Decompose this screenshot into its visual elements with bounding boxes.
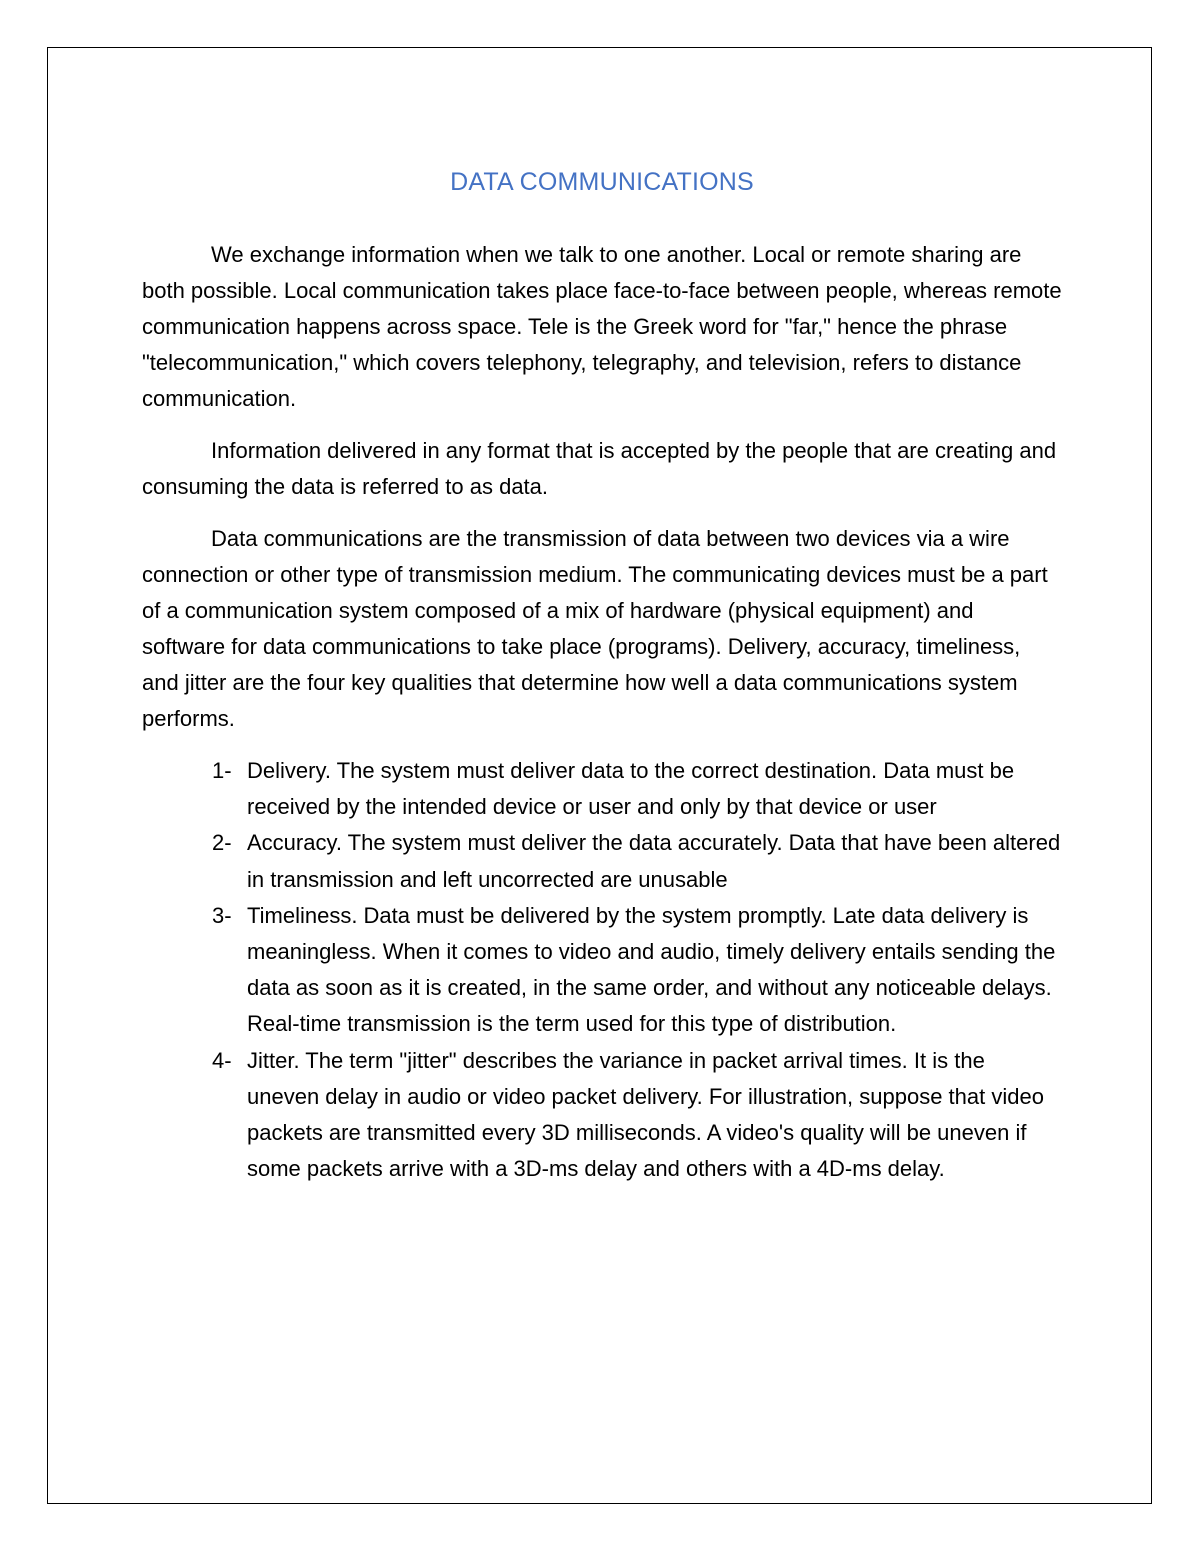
paragraph-data-definition: Information delivered in any format that is accepted by the people that are creating and consuming the data is referred to as data.: [142, 438, 1057, 499]
list-item-delivery: [142, 753, 1062, 825]
paragraph-intro: We exchange information when we talk to one another. Local or remote sharing are both possible. Local communication takes place face-to-face between people, whereas remote communication happens across space. Tele is the Greek word for "far," hence the phrase "telecommunication," which covers telephony, telegraphy, and television, refers to distance communication.: [142, 242, 1062, 411]
document-title: DATA COMMUNICATIONS: [450, 168, 754, 196]
list-item-text: Delivery. The system must deliver data to the correct destination. Data must be received by the intended device or user and only by that device or user: [247, 758, 1015, 820]
list-marker: 1-: [212, 758, 232, 783]
list-item-text: Timeliness. Data must be delivered by the system promptly. Late data delivery is meaningless. When it comes to video and audio, timely delivery entails sending the data as soon as it is created, in the same order, and without any noticeable delays. Real-time transmission is the term used for this type of distribution.: [247, 902, 1056, 1037]
document-body: [142, 168, 1062, 1187]
list-item-timeliness: [142, 898, 1062, 1043]
list-item-jitter: [142, 1043, 1062, 1188]
paragraph-data-communications: Data communications are the transmission of data between two devices via a wire connection or other type of transmission medium. The communicating devices must be a part of a communication system composed of a mix of hardware (physical equipment) and software for data communications to take place (programs). Delivery, accuracy, timeliness, and jitter are the four key qualities that determine how well a data communications system performs.: [142, 526, 1048, 731]
list-item-accuracy: [142, 825, 1062, 897]
list-marker: 3-: [212, 902, 232, 928]
list-marker: 4-: [212, 1047, 232, 1073]
list-item-text: Accuracy. The system must deliver the data accurately. Data that have been altered in transmission and left uncorrected are unusable: [247, 830, 1061, 892]
list-item-text: Jitter. The term "jitter" describes the variance in packet arrival times. It is the uneven delay in audio or video packet delivery. For illustration, suppose that video packets are transmitted every 3D milliseconds. A video's quality will be uneven if some packets arrive with a 3D-ms delay and others with a 4D-ms delay.: [247, 1047, 1044, 1182]
qualities-list: [142, 753, 1062, 1187]
list-marker: 2-: [212, 830, 232, 856]
